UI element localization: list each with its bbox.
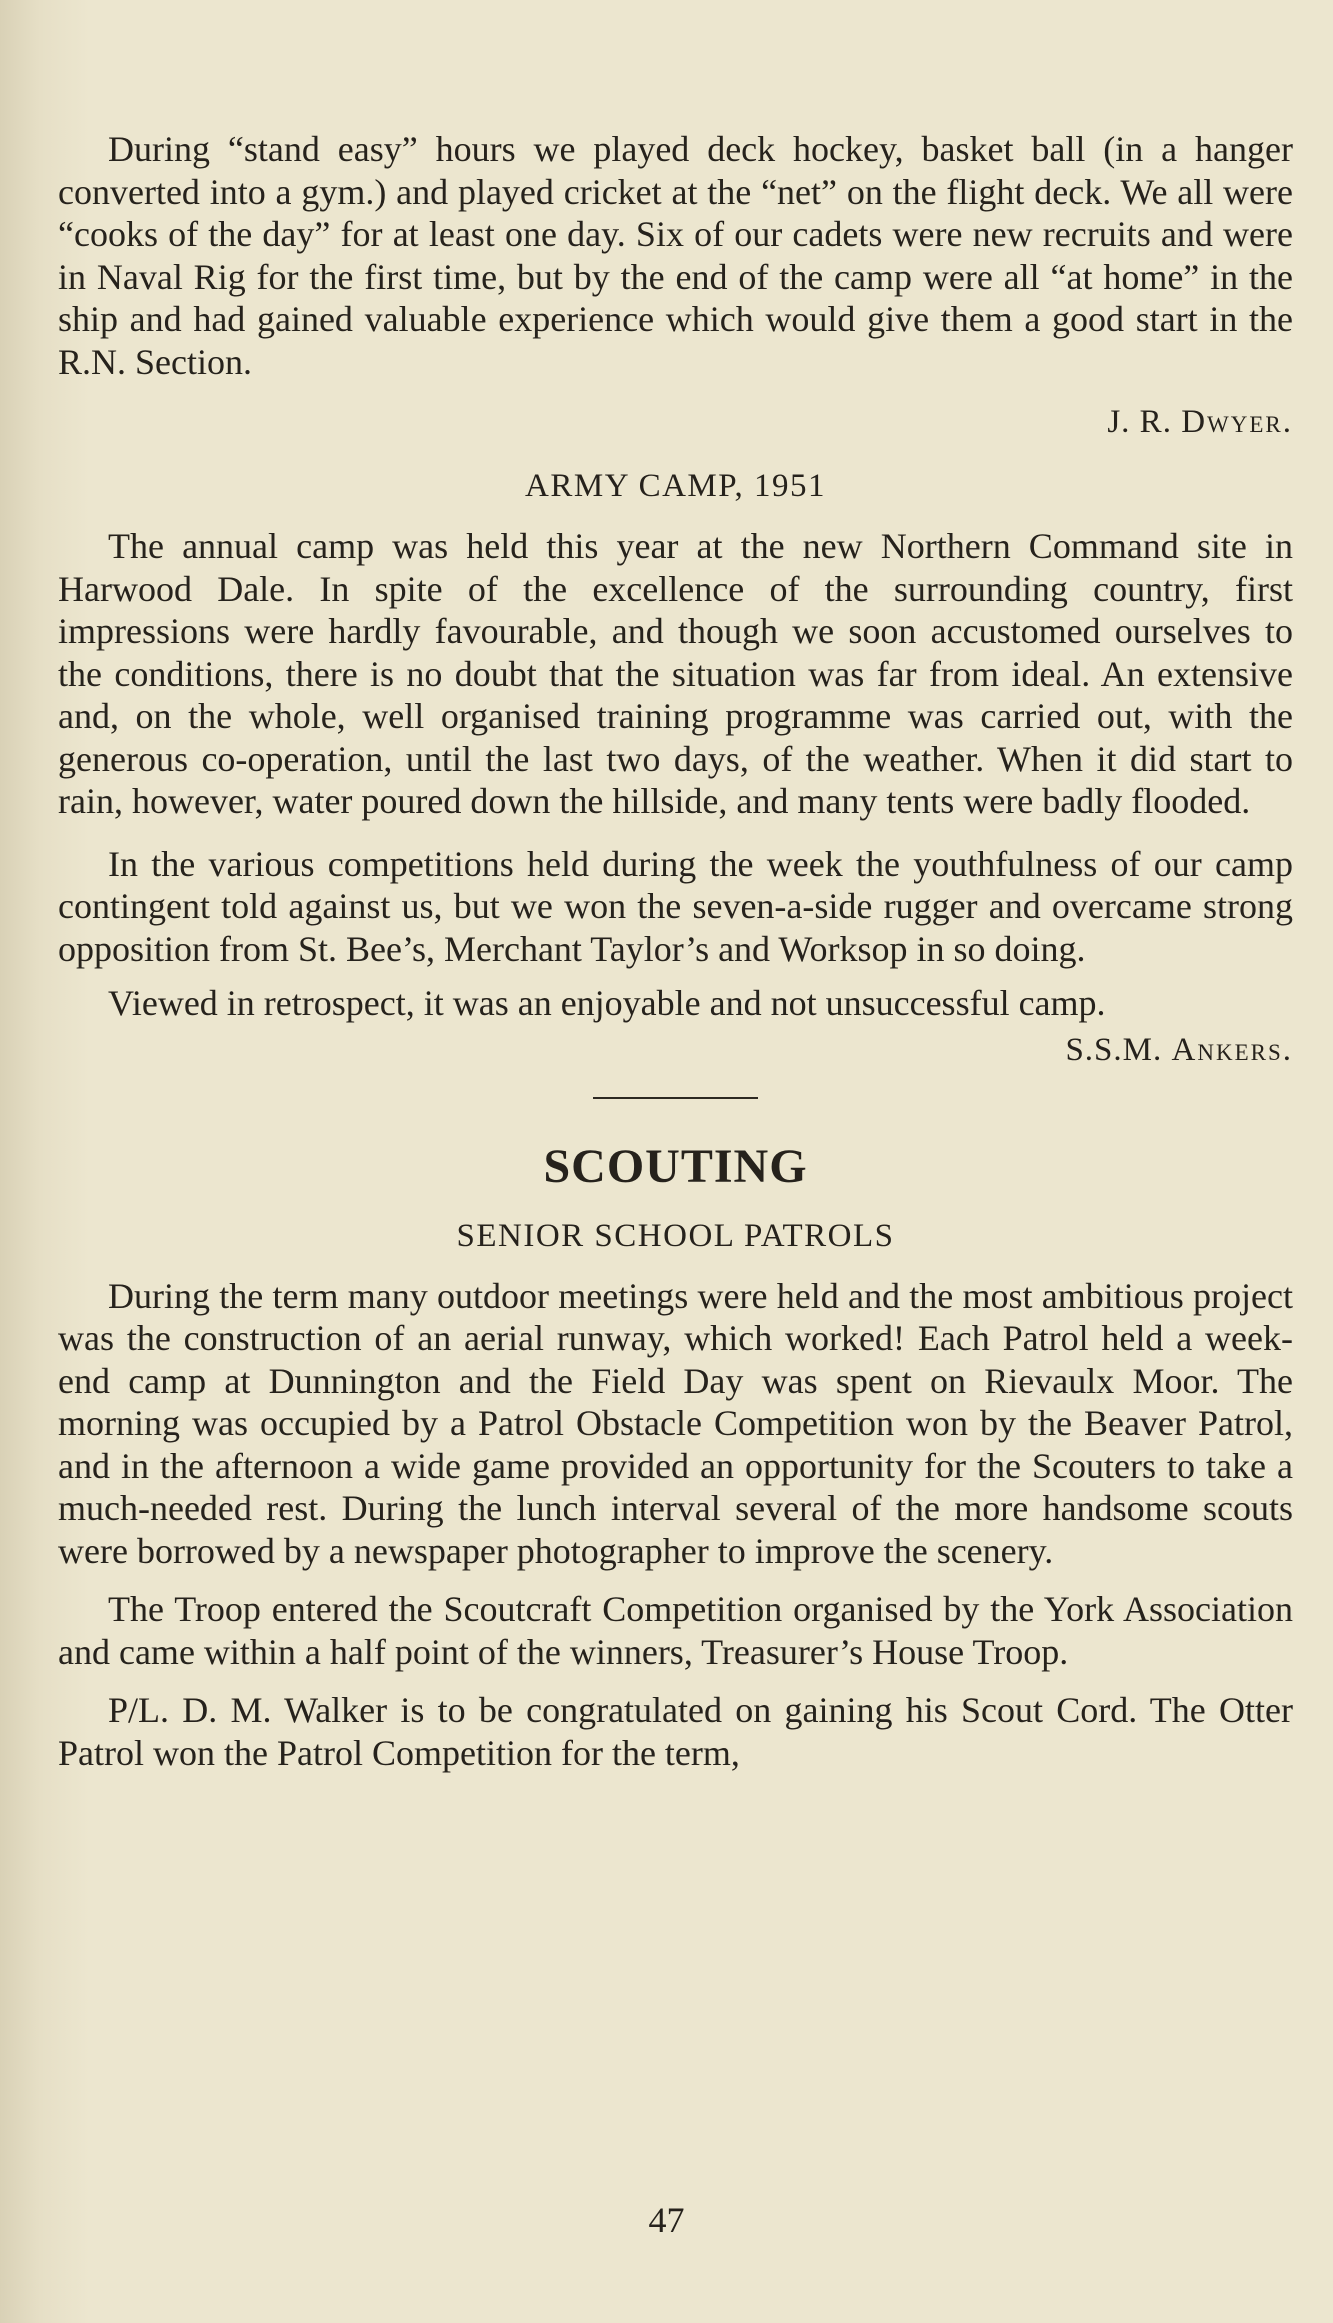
army-paragraph: Viewed in retrospect, it was an enjoyable and not unsuccessful camp. bbox=[108, 983, 1106, 1023]
scouting-paragraph: During the term many outdoor meetings were held and the most ambitious project was the construction of an aerial runway, which worked! Each Patrol held a week-end camp at Dunnington and the Field Day was spent on Rievaulx Moor. The morning was occupied by a Patrol Obstacle Competition won by the Beaver Patrol, and in the afternoon a wide game provided an opportunity for the Scouters to take a much-needed rest. During the lunch interval several of the more handsome scouts were borrowed by a newspaper photographer to improve the scenery. bbox=[58, 1275, 1293, 1571]
scouting-title: SCOUTING bbox=[543, 1139, 808, 1193]
text-column bbox=[58, 128, 1293, 1774]
signature-initials: J. R. bbox=[1107, 404, 1172, 440]
signature-surname: Ankers. bbox=[1171, 1031, 1293, 1068]
signature-initials: S.S.M. bbox=[1065, 1031, 1163, 1068]
senior-school-patrols-heading: SENIOR SCHOOL PATROLS bbox=[456, 1217, 895, 1254]
army-paragraph: The annual camp was held this year at the new Northern Command site in Harwood Dale. In spite of the excellence of the surrounding country, first impressions were hardly favourable, and though we soon accustomed ourselves to the conditions, there is no doubt that the situation was far from ideal. An extensive and, on the whole, well organised training programme was carried out, with the generous co-operation, until the last two days, of the weather. When it did start to rain, however, water poured down the hillside, and many tents were badly flooded. bbox=[58, 526, 1293, 821]
page-number: 47 bbox=[648, 2200, 685, 2240]
scouting-paragraph: P/L. D. M. Walker is to be congratulated on gaining his Scout Cord. The Otter Patrol won the Patrol Competition for the term, bbox=[58, 1690, 1293, 1773]
naval-paragraph: During “stand easy” hours we played deck hockey, basket ball (in a hanger converted into a gym.) and played cricket at the “net” on the flight deck. We all were “cooks of the day” for at least one day. Six of our cadets were new recruits and were in Naval Rig for the first time, but by the end of the camp were all “at home” in the ship and had gained valuable experience which would give them a good start in the R.N. Section. bbox=[58, 129, 1293, 382]
section-divider bbox=[593, 1097, 758, 1099]
scouting-paragraph: The Troop entered the Scoutcraft Competition organised by the York Association and came within a half point of the winners, Treasurer’s House Troop. bbox=[58, 1589, 1293, 1672]
army-camp-heading: ARMY CAMP, 1951 bbox=[525, 468, 826, 504]
signature-ankers bbox=[58, 1029, 1293, 1071]
signature-dwyer bbox=[58, 401, 1293, 443]
signature-surname: Dwyer. bbox=[1181, 404, 1293, 440]
army-paragraph: In the various competitions held during the week the youthfulness of our camp contingent told against us, but we won the seven-a-side rugger and overcame strong opposition from St. Bee’s, Merchant Taylor’s and Worksop in so doing. bbox=[58, 843, 1293, 969]
